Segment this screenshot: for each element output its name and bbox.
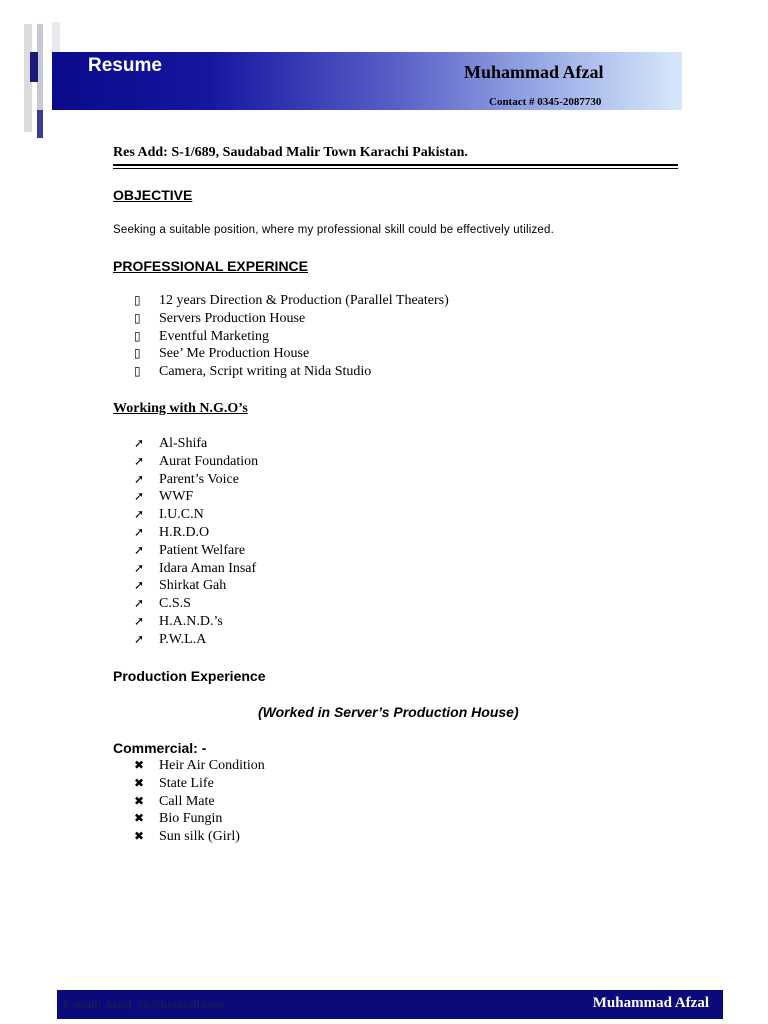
- footer-name: Muhammad Afzal: [592, 995, 709, 1011]
- list-item-text: State Life: [159, 775, 214, 791]
- ngo-heading: Working with N.G.O’s: [113, 401, 248, 416]
- cross-bullet-icon: ✖: [134, 811, 145, 826]
- box-bullet-icon: ▯: [134, 346, 141, 361]
- arrow-bullet-icon: ➚: [134, 542, 145, 557]
- list-item: [113, 793, 265, 811]
- box-bullet-icon: ▯: [134, 293, 141, 307]
- list-item: [113, 471, 258, 489]
- cross-bullet-icon: ✖: [134, 829, 145, 844]
- commercial-heading: Commercial: -: [113, 740, 207, 756]
- arrow-bullet-icon: ➚: [134, 436, 145, 450]
- box-bullet-icon: ▯: [134, 328, 141, 343]
- list-item: [113, 631, 258, 649]
- list-item-text: Call Mate: [159, 793, 215, 809]
- list-item: [113, 453, 258, 471]
- list-item: [113, 488, 258, 506]
- box-bullet-icon: ▯: [134, 310, 141, 325]
- list-item: [113, 292, 449, 310]
- commercial-list: [113, 757, 265, 846]
- list-item: [113, 506, 258, 524]
- list-item: [113, 613, 258, 631]
- arrow-bullet-icon: ➚: [134, 560, 145, 575]
- list-item: [113, 435, 258, 453]
- box-bullet-icon: ▯: [134, 364, 141, 379]
- list-item-text: H.R.D.O: [159, 524, 210, 540]
- list-item-text: Heir Air Condition: [159, 758, 265, 773]
- list-item: [113, 310, 449, 328]
- arrow-bullet-icon: ➚: [134, 578, 145, 593]
- objective-heading: OBJECTIVE: [113, 187, 193, 203]
- arrow-bullet-icon: ➚: [134, 631, 145, 646]
- cross-bullet-icon: ✖: [134, 775, 145, 790]
- list-item-text: Bio Fungin: [159, 811, 223, 827]
- arrow-bullet-icon: ➚: [134, 453, 145, 468]
- list-item-text: Patient Welfare: [159, 542, 246, 558]
- list-item: [113, 328, 449, 346]
- footer-email: E-mail: Afzal_66@hotmail.com: [63, 997, 225, 1011]
- resume-title: Resume: [88, 55, 162, 76]
- header-decoration: [30, 52, 38, 82]
- list-item: [113, 775, 265, 793]
- list-item-text: Eventful Marketing: [159, 328, 270, 344]
- arrow-bullet-icon: ➚: [134, 507, 145, 522]
- list-item-text: 12 years Direction & Production (Parallel Theaters): [159, 293, 449, 308]
- list-item: [113, 757, 265, 775]
- ngo-list: [113, 435, 258, 649]
- contact-number: Contact # 0345-2087730: [489, 96, 602, 108]
- arrow-bullet-icon: ➚: [134, 524, 145, 539]
- list-item: [113, 828, 265, 846]
- cross-bullet-icon: ✖: [134, 758, 145, 772]
- list-item-text: Parent’s Voice: [159, 471, 239, 487]
- arrow-bullet-icon: ➚: [134, 471, 145, 486]
- footer-bar: [57, 990, 723, 1019]
- list-item-text: H.A.N.D.’s: [159, 613, 223, 629]
- list-item-text: C.S.S: [159, 596, 191, 612]
- residential-address: Res Add: S-1/689, Saudabad Malir Town Karachi Pakistan.: [113, 145, 468, 160]
- list-item-text: Idara Aman Insaf: [159, 560, 257, 576]
- list-item-text: Al-Shifa: [159, 436, 208, 451]
- list-item-text: Camera, Script writing at Nida Studio: [159, 364, 372, 380]
- cross-bullet-icon: ✖: [134, 793, 145, 808]
- list-item-text: Shirkat Gah: [159, 578, 227, 594]
- divider: [113, 168, 678, 169]
- list-item-text: I.U.C.N: [159, 507, 204, 523]
- objective-text: Seeking a suitable position, where my professional skill could be effectively utilized.: [113, 224, 554, 236]
- production-heading: Production Experience: [113, 668, 266, 684]
- list-item: [113, 810, 265, 828]
- list-item: [113, 363, 449, 381]
- experience-list: [113, 292, 449, 381]
- arrow-bullet-icon: ➚: [134, 596, 145, 611]
- header-decoration: [37, 110, 43, 138]
- header-name: Muhammad Afzal: [464, 62, 604, 82]
- list-item-text: WWF: [159, 489, 194, 505]
- list-item: [113, 524, 258, 542]
- arrow-bullet-icon: ➚: [134, 613, 145, 628]
- list-item-text: Servers Production House: [159, 310, 306, 326]
- list-item-text: See’ Me Production House: [159, 346, 310, 362]
- list-item: [113, 595, 258, 613]
- experience-heading: PROFESSIONAL EXPERINCE: [113, 258, 309, 274]
- list-item: [113, 560, 258, 578]
- production-subtitle: (Worked in Server’s Production House): [258, 704, 519, 720]
- list-item: [113, 345, 449, 363]
- list-item: [113, 577, 258, 595]
- list-item-text: P.W.L.A: [159, 631, 207, 647]
- divider: [113, 164, 678, 166]
- arrow-bullet-icon: ➚: [134, 489, 145, 504]
- list-item: [113, 542, 258, 560]
- list-item-text: Sun silk (Girl): [159, 829, 240, 845]
- list-item-text: Aurat Foundation: [159, 453, 259, 469]
